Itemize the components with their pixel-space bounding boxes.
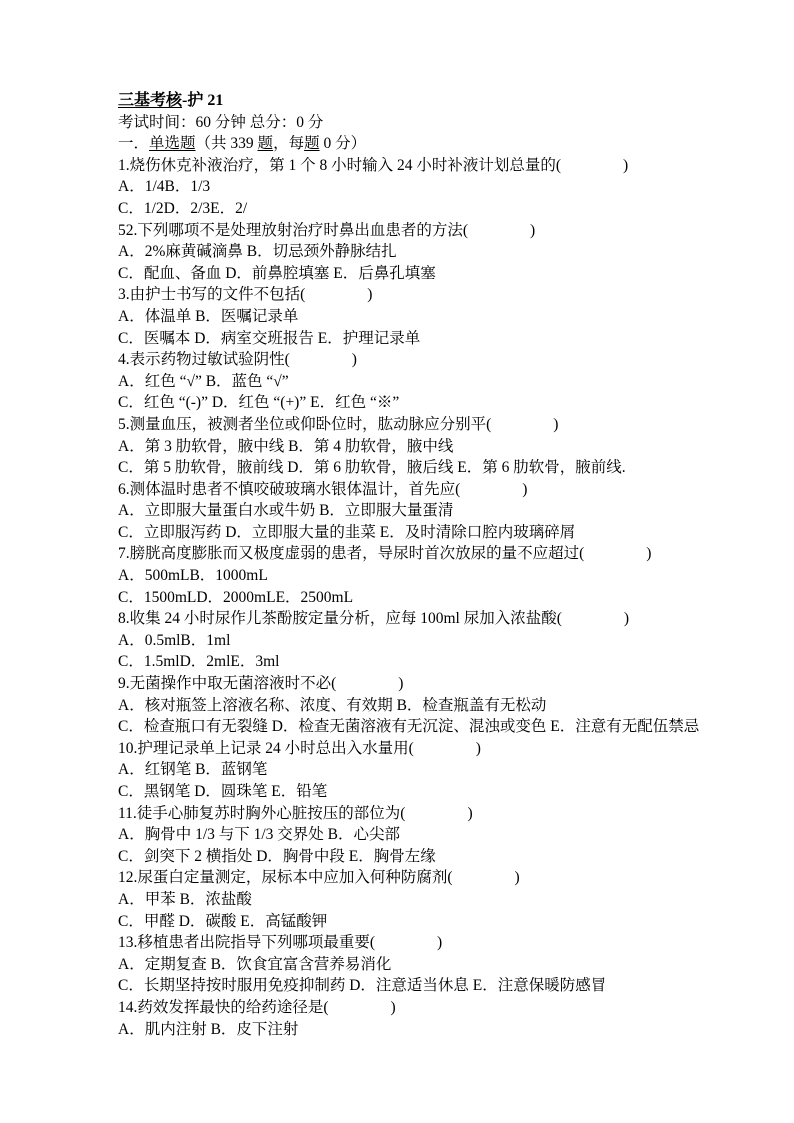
question-stem: 12.尿蛋白定量测定，尿标本中应加入何种防腐剂( ) (118, 869, 520, 887)
underlined-text-run: 单选题 (149, 135, 196, 153)
question-stem: 4.表示药物过敏试验阴性( ) (118, 351, 357, 369)
option-line: A．甲苯 B．浓盐酸 (118, 890, 252, 908)
question-stem: 6.测体温时患者不慎咬破玻璃水银体温计，首先应( ) (118, 480, 528, 498)
option-line: A．红钢笔 B．蓝钢笔 (118, 761, 268, 779)
option-line: C．1/2D．2/3E．2/ (118, 199, 248, 217)
option-line: C．甲醛 D．碳酸 E．高锰酸钾 (118, 912, 328, 930)
option-line: A．2%麻黄碱滴鼻 B．切忌颈外静脉结扎 (118, 243, 397, 261)
text-run: -护 21 (182, 92, 224, 109)
text-run: 一． (118, 135, 150, 153)
option-line: A．体温单 B．医嘱记录单 (118, 307, 299, 325)
option-line: A．红色 “√” B．蓝色 “√” (118, 372, 289, 390)
option-line: C．红色 “(-)” D．红色 “(+)” E．红色 “※” (118, 394, 400, 412)
option-line: C．1.5mlD．2mlE．3ml (118, 653, 280, 671)
question-stem: 5.测量血压，被测者坐位或仰卧位时，肱动脉应分别平( ) (118, 415, 559, 433)
option-line: A．定期复查 B．饮食宜富含营养易消化 (118, 955, 392, 973)
section-heading (118, 133, 754, 155)
question-stem: 8.收集 24 小时尿作儿茶酚胺定量分析，应每 100ml 尿加入浓盐酸( ) (118, 610, 630, 628)
option-line: C．黑钢笔 D．圆珠笔 E．铅笔 (118, 783, 328, 800)
option-line: A．第 3 肋软骨，腋中线 B．第 4 肋软骨，腋中线 (118, 437, 454, 455)
text-run: 0 分） (319, 135, 367, 153)
question-stem: 7.膀胱高度膨胀而又极度虚弱的患者，导尿时首次放尿的量不应超过( ) (118, 545, 652, 563)
underlined-text-run: 题 (304, 135, 320, 153)
question-stem: 3.由护士书写的文件不包括( ) (118, 286, 373, 304)
exam-meta-line: 考试时间：60 分钟 总分：0 分 (118, 113, 324, 131)
option-line: C．配血、备血 D．前鼻腔填塞 E．后鼻孔填塞 (118, 264, 436, 282)
question-stem: 9.无菌操作中取无菌溶液时不必( ) (118, 675, 404, 693)
text-run: （共 339 (195, 135, 258, 153)
option-line: C．检查瓶口有无裂缝 D．检查无菌溶液有无沉淀、混浊或变色 E．注意有无配伍禁忌 (118, 718, 700, 736)
option-line: A．胸骨中 1/3 与下 1/3 交界处 B．心尖部 (118, 826, 401, 844)
question-stem: 10.护理记录单上记录 24 小时总出入水量用( ) (118, 739, 481, 757)
underlined-text-run: 题 (257, 135, 274, 153)
option-line: A．立即服大量蛋白水或牛奶 B．立即服大量蛋清 (118, 502, 454, 520)
document-title (118, 90, 754, 112)
text-run: ，每 (273, 135, 305, 153)
underlined-text-run: 三基考核 (118, 92, 183, 109)
question-stem: 52.下列哪项不是处理放射治疗时鼻出血患者的方法( ) (118, 221, 536, 239)
question-stem: 14.药效发挥最快的给药途径是( ) (118, 998, 396, 1016)
option-line: C．1500mLD．2000mLE．2500mL (118, 588, 354, 606)
option-line: A．1/4B．1/3 (118, 178, 211, 196)
option-line: A．500mLB．1000mL (118, 567, 268, 585)
question-stem: 11.徒手心肺复苏时胸外心脏按压的部位为( ) (118, 804, 473, 822)
option-line: C．立即服泻药 D．立即服大量的韭菜 E．及时清除口腔内玻璃碎屑 (118, 523, 576, 541)
option-line: C．剑突下 2 横指处 D．胸骨中段 E．胸骨左缘 (118, 847, 436, 865)
option-line: A．0.5mlB．1ml (118, 631, 231, 649)
option-line: C．医嘱本 D．病室交班报告 E．护理记录单 (118, 329, 421, 347)
option-line: A．肌内注射 B．皮下注射 (118, 1020, 299, 1038)
question-stem: 1.烧伤休克补液治疗，第 1 个 8 小时输入 24 小时补液计划总量的( ) (118, 156, 629, 174)
question-list (118, 155, 754, 1040)
option-line: C．长期坚持按时服用免疫抑制药 D．注意适当休息 E．注意保暖防感冒 (118, 977, 607, 995)
option-line: C．第 5 肋软骨，腋前线 D．第 6 肋软骨，腋后线 E．第 6 肋软骨，腋前线. (118, 459, 626, 477)
question-stem: 13.移植患者出院指导下列哪项最重要( ) (118, 934, 443, 952)
option-line: A．核对瓶签上溶液名称、浓度、有效期 B．检查瓶盖有无松动 (118, 696, 547, 714)
